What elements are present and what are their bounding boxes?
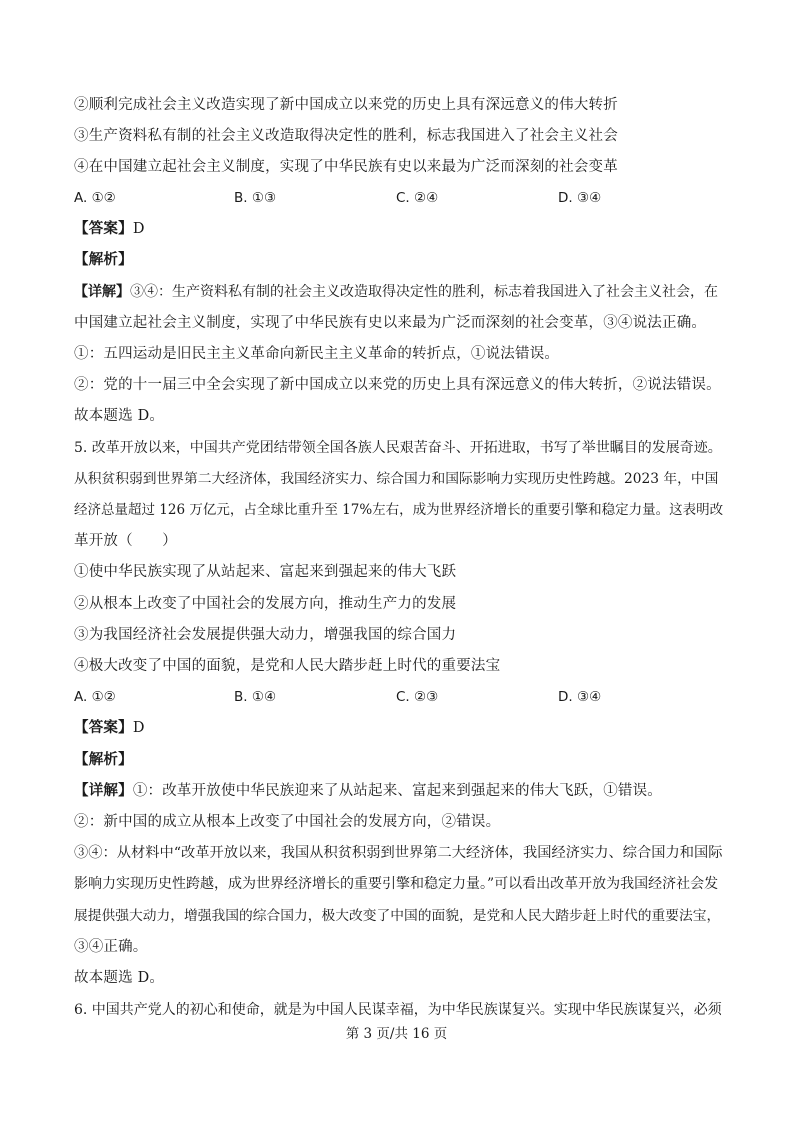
q5-option-d: D. ③④ xyxy=(558,689,602,705)
q4-detail-line-2: 中国建立起社会主义制度，实现了中华民族有史以来最为广泛而深刻的社会变革，③④说法正确。 xyxy=(74,315,707,331)
q5-conclusion: 故本题选 D。 xyxy=(74,970,165,986)
q5-item-2: ②从根本上改变了中国社会的发展方向，推动生产力的发展 xyxy=(74,596,457,612)
detail-text: ③④：生产资料私有制的社会主义改造取得决定性的胜利，标志着我国进入了社会主义社会，在 xyxy=(130,284,718,300)
q4-detail-line-1 xyxy=(74,282,724,302)
q4-conclusion: 故本题选 D。 xyxy=(74,408,165,424)
q5-detail-line-5: 展提供强大动力，增强我国的综合国力，极大改变了中国的面貌，是党和人民大踏步赶上时代的重要法宝， xyxy=(74,908,721,924)
page-footer: 第 3 页/共 16 页 xyxy=(345,1026,448,1042)
q5-detail-line-3: ③④：从材料中“改革开放以来，我国从积贫积弱到世界第二大经济体，我国经济实力、综合国力和国际 xyxy=(74,845,723,861)
answer-label: 【答案】 xyxy=(74,220,133,237)
q5-analysis-label: 【解析】 xyxy=(74,751,133,768)
q5-stem-line-4: 革开放（ ） xyxy=(74,533,177,549)
q6-stem-line-1: 6. 中国共产党人的初心和使命，就是为中国人民谋幸福，为中华民族谋复兴。实现中华民族谋复兴，必须 xyxy=(74,1002,722,1018)
q4-options xyxy=(74,188,724,208)
q4-detail-line-4: ②：党的十一届三中全会实现了新中国成立以来党的历史上具有深远意义的伟大转折，②说法错误。 xyxy=(74,377,721,393)
detail-text: ①：改革开放使中华民族迎来了从站起来、富起来到强起来的伟大飞跃，①错误。 xyxy=(132,783,663,799)
detail-label: 【详解】 xyxy=(74,782,133,799)
answer-value: D xyxy=(132,720,145,736)
q5-detail-line-1 xyxy=(74,781,724,801)
q4-answer xyxy=(74,219,724,239)
q5-answer xyxy=(74,718,724,738)
q5-option-b: B. ①④ xyxy=(234,689,277,705)
q5-stem-line-2: 从积贫积弱到世界第二大经济体，我国经济实力、综合国力和国际影响力实现历史性跨越。2023 年，中国 xyxy=(74,471,719,487)
q4-option-b: B. ①③ xyxy=(234,190,277,206)
q4-option-c: C. ②④ xyxy=(396,190,439,206)
q5-option-a: A. ①② xyxy=(74,689,116,705)
q5-stem-line-3: 经济总量超过 126 万亿元，占全球比重升至 17%左右，成为世界经济增长的重要引擎和稳定力量。这表明改 xyxy=(74,502,724,518)
q4-option-a: A. ①② xyxy=(74,190,116,206)
q5-item-1: ①使中华民族实现了从站起来、富起来到强起来的伟大飞跃 xyxy=(74,564,457,580)
q4-detail-line-3: ①：五四运动是旧民主主义革命向新民主主义革命的转折点，①说法错误。 xyxy=(74,346,560,362)
q5-detail-line-4: 影响力实现历史性跨越，成为世界经济增长的重要引擎和稳定力量。”可以看出改革开放为我国经济社会发 xyxy=(74,876,719,892)
q4-item-3: ③生产资料私有制的社会主义改造取得决定性的胜利，标志我国进入了社会主义社会 xyxy=(74,128,618,144)
detail-label: 【详解】 xyxy=(74,284,130,300)
q4-item-4: ④在中国建立起社会主义制度，实现了中华民族有史以来最为广泛而深刻的社会变革 xyxy=(74,159,618,175)
q5-stem-line-1: 5. 改革开放以来，中国共产党团结带领全国各族人民艰苦奋斗、开拓进取，书写了举世瞩目的发展奇迹。 xyxy=(74,440,722,456)
answer-label: 【答案】 xyxy=(74,719,133,736)
q5-detail-line-2: ②：新中国的成立从根本上改变了中国社会的发展方向，②错误。 xyxy=(74,814,501,830)
q5-options xyxy=(74,687,724,707)
q5-item-3: ③为我国经济社会发展提供强大动力，增强我国的综合国力 xyxy=(74,627,457,643)
q5-option-c: C. ②③ xyxy=(396,689,439,705)
q5-detail-line-6: ③④正确。 xyxy=(74,939,148,955)
answer-value: D xyxy=(132,221,145,237)
q4-analysis-label: 【解析】 xyxy=(74,251,133,268)
q5-item-4: ④极大改变了中国的面貌，是党和人民大踏步赶上时代的重要法宝 xyxy=(74,658,501,674)
q4-option-d: D. ③④ xyxy=(558,190,602,206)
q4-item-2: ②顺利完成社会主义改造实现了新中国成立以来党的历史上具有深远意义的伟大转折 xyxy=(74,97,618,113)
